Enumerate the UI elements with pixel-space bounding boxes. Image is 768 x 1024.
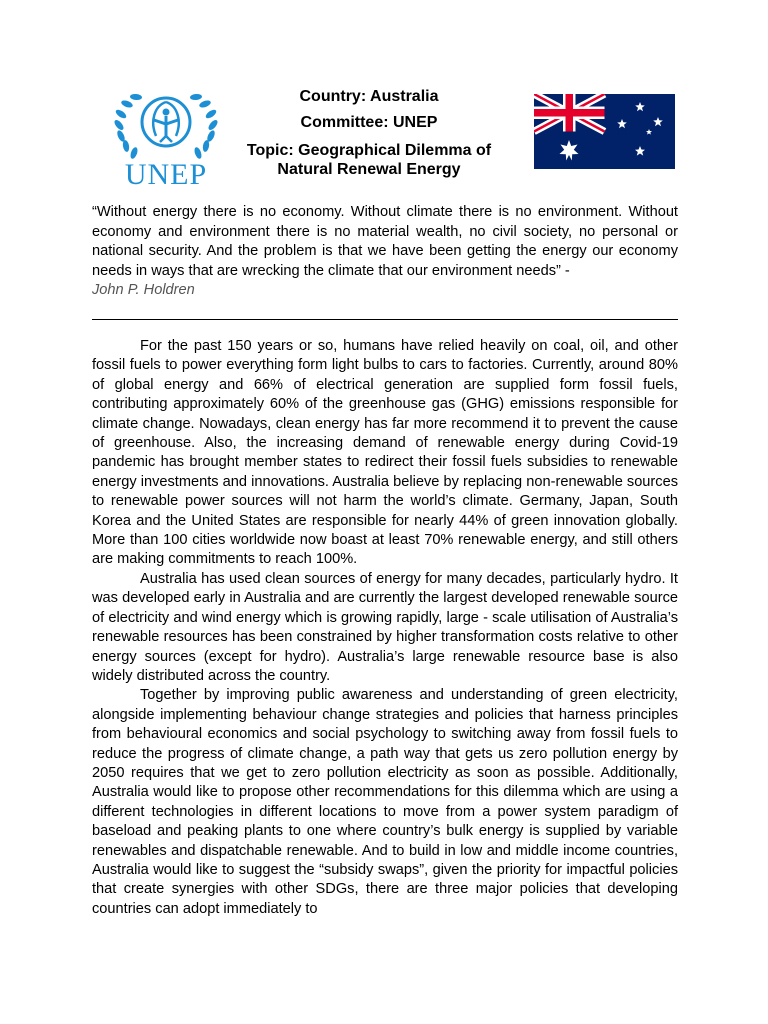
position-paper-body xyxy=(92,337,678,919)
quote-author: John P. Holdren xyxy=(92,282,195,298)
opening-quote xyxy=(92,203,678,301)
unep-logo-text: UNEP xyxy=(124,158,208,190)
body-paragraph-1: For the past 150 years or so, humans have relied heavily on coal, oil, and other fossil fuels to power everything form light bulbs to cars to factories. Currently, around 80% of global energy and 66% of electrical generation are supplied form fossil fuels, contributing approximately 60% of the greenhouse gas (GHG) emissions responsible for climate change. Nowadays, clean energy has far more recommend it to prevent the cause of greenhouse. Also, the increasing demand of renewable energy during Covid-19 pandemic has brought member states to redirect their fossil fuels subsidies to renewable energy investments and innovations. Australia believe by replacing non-renewable sources to renewable power sources will not harm the world’s climate. Germany, Japan, South Korea and the United States are responsible for nearly 44% of green innovation globally. More than 100 cities worldwide now boast at least 70% renewable energy, and still others are making commitments to reach 100%. xyxy=(92,338,678,568)
australia-flag-icon xyxy=(534,94,675,169)
document-header xyxy=(228,84,510,179)
australia-flag xyxy=(534,94,675,169)
topic-heading-line2: Natural Renewal Energy xyxy=(277,161,461,178)
country-heading: Country: Australia xyxy=(299,88,439,105)
unep-logo xyxy=(104,84,228,190)
body-paragraph-3: Together by improving public awareness and understanding of green electricity, alongside implementing behaviour change strategies and policies that harness principles from behavioural economics and social psychology to switching away from fossil fuels to reduce the progress of climate change, a path way that gets us zero pollution energy by 2050 requires that we get to zero pollution electricity as soon as possible. Additionally, Australia would like to propose other recommendations for this dilemma which are using a different technologies in different locations to move from a power system paradigm of baseload and peaking plants to one where country’s bulk energy is supplied by variable renewables and dispatchable renewable. And to build in low and middle income countries, Australia would like to suggest the “subsidy swaps”, given the priority for impactful policies that create synergies with other SDGs, there are three major policies that developing countries can adopt immediately to xyxy=(92,687,678,917)
unep-emblem-icon xyxy=(104,84,228,190)
section-divider xyxy=(92,319,678,320)
body-paragraph-2: Australia has used clean sources of energy for many decades, particularly hydro. It was developed early in Australia and are currently the largest developed renewable source of electricity and wind energy which is growing rapidly, large - scale utilisation of Australia’s renewable resources has been constrained by higher transformation costs relative to other energy sources (except for hydro). Australia’s large renewable resource base is also widely distributed across the country. xyxy=(92,570,678,684)
quote-text: “Without energy there is no economy. Without climate there is no environment. Without economy and environment there is no material wealth, no civil society, no personal or national security. And the problem is that we have been getting the energy our economy needs in ways that are wrecking the climate that our environment needs” - xyxy=(92,204,678,279)
committee-heading: Committee: UNEP xyxy=(300,114,438,131)
topic-heading-line1: Topic: Geographical Dilemma of xyxy=(246,142,492,159)
